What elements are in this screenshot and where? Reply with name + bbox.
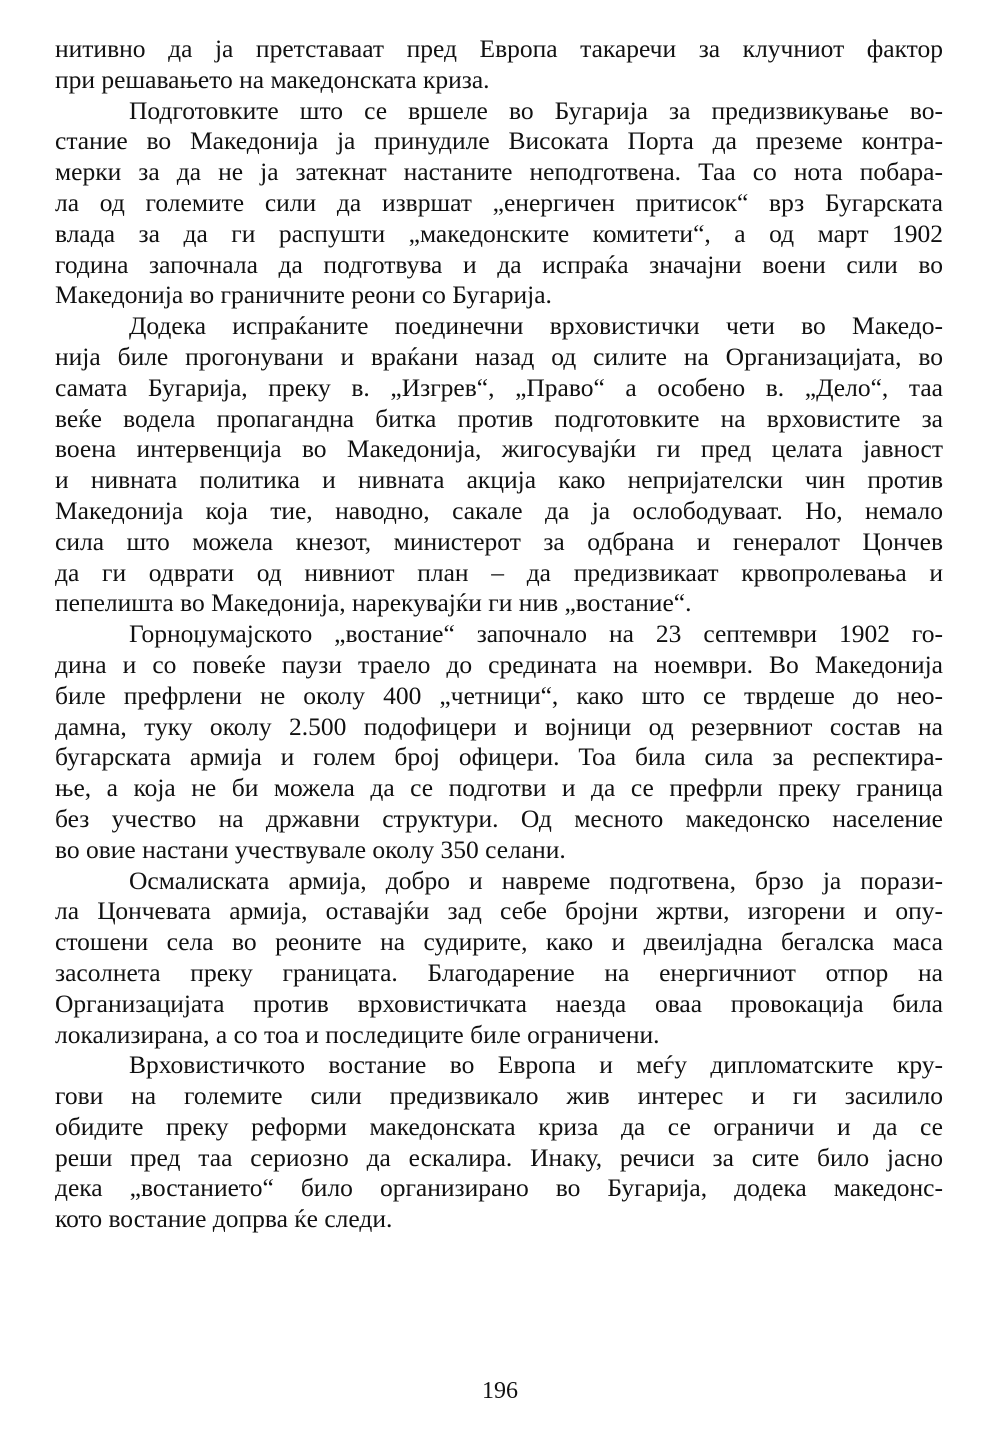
- paragraph-1-line: Македонија во граничните реони со Бугарија.: [55, 280, 552, 310]
- paragraph-1-line: ла од големите сили да извршат „енергичен притисок“ врз Бугарската: [55, 187, 943, 217]
- paragraph-3-line: ње, а која не би можела да се подготви и да се префрли преку граница: [55, 773, 943, 803]
- paragraph-2-line: Додека испраќаните поединечни врховистички чети во Македо-: [129, 311, 943, 341]
- paragraph-3-line: биле префрлени не околу 400 „четници“, како што се тврдеше до нео-: [55, 680, 943, 710]
- paragraph-1-line: мерки за да не ја затекнат настаните неподготвена. Таа со нота побара-: [55, 157, 943, 187]
- paragraph-1-line: година започнала да подготвува и да испраќа значајни воени сили во: [55, 249, 943, 279]
- paragraph-4-line: стошени села во реоните на судирите, како и двеилјадна бегалска маса: [55, 927, 943, 957]
- paragraph-2-line: пепелишта во Македонија, нарекувајќи ги нив „востание“.: [55, 588, 692, 618]
- paragraph-4-line: засолнета преку границата. Благодарение на енергичниот отпор на: [55, 957, 943, 987]
- paragraph-2-line: сила што можела кнезот, министерот за одбрана и генералот Цончев: [55, 526, 943, 556]
- paragraph-2-line: воена интервенција во Македонија, жигосувајќи ги пред целата јавност: [55, 434, 943, 464]
- paragraph-5-line: дека „востанието“ било организирано во Бугарија, додека македонс-: [55, 1173, 943, 1203]
- paragraph-4-line: локализирана, а со тоа и последиците биле ограничени.: [55, 1019, 660, 1049]
- paragraph-3-line: Горноџумајското „востание“ започнало на 23 септември 1902 го-: [129, 619, 943, 649]
- paragraph-2-line: и нивната политика и нивната акција како непријателски чин против: [55, 465, 943, 495]
- paragraph-0-line: при решавањето на македонската криза.: [55, 64, 490, 94]
- paragraph-5-line: реши пред таа сериозно да ескалира. Инаку, речиси за сите било јасно: [55, 1142, 943, 1172]
- paragraph-2-line: веќе водела пропагандна битка против подготовките на врховистите за: [55, 403, 943, 433]
- paragraph-4-line: Организацијата против врховистичката наезда оваа провокација била: [55, 988, 943, 1018]
- paragraph-2-line: нија биле прогонувани и враќани назад од силите на Организацијата, во: [55, 341, 943, 371]
- paragraph-2-line: Македонија која тие, наводно, сакале да ја ослободуваат. Но, немало: [55, 495, 943, 525]
- paragraph-3-line: дина и со повеќе паузи траело до средината на ноември. Во Македонија: [55, 649, 943, 679]
- paragraph-3-line: бугарската армија и голем број офицери. Тоа била сила за респектира-: [55, 742, 943, 772]
- paragraph-3-line: без учество на државни структури. Од месното македонско население: [55, 803, 943, 833]
- paragraph-2-line: да ги одврати од нивниот план – да предизвикаат крвопролевања и: [55, 557, 943, 587]
- paragraph-1-line: влада за да ги распушти „македонските комитети“, а од март 1902: [55, 218, 943, 248]
- paragraph-5-line: Врховистичкото востание во Европа и меѓу дипломатските кру-: [129, 1050, 943, 1080]
- paragraph-5-line: гови на големите сили предизвикало жив интерес и ги засилило: [55, 1081, 943, 1111]
- paragraph-0-line: нитивно да ја претставаат пред Европа такаречи за клучниот фактор: [55, 34, 943, 63]
- paragraph-1-line: Подготовките што се вршеле во Бугарија за предизвикување во-: [129, 95, 943, 125]
- paragraph-5-line: кото востание допрва ќе следи.: [55, 1204, 393, 1234]
- paragraph-3-line: во овие настани учествувале околу 350 селани.: [55, 834, 566, 864]
- paragraph-5-line: обидите преку реформи македонската криза да се ограничи и да се: [55, 1111, 943, 1141]
- paragraph-4-line: ла Цончевата армија, оставајќи зад себе бројни жртви, изгорени и опу-: [55, 896, 943, 926]
- paragraph-2-line: самата Бугарија, преку в. „Изгрев“, „Право“ а особено в. „Дело“, таа: [55, 372, 943, 402]
- page-number: 196: [482, 1378, 518, 1404]
- paragraph-1-line: стание во Македонија ја принудиле Високата Порта да преземе контра-: [55, 126, 943, 156]
- body-text: [55, 34, 943, 1235]
- paragraph-4-line: Осмалиската армија, добро и навреме подготвена, брзо ја порази-: [129, 865, 943, 895]
- paragraph-3-line: дамна, туку околу 2.500 подофицери и војници од резервниот состав на: [55, 711, 943, 741]
